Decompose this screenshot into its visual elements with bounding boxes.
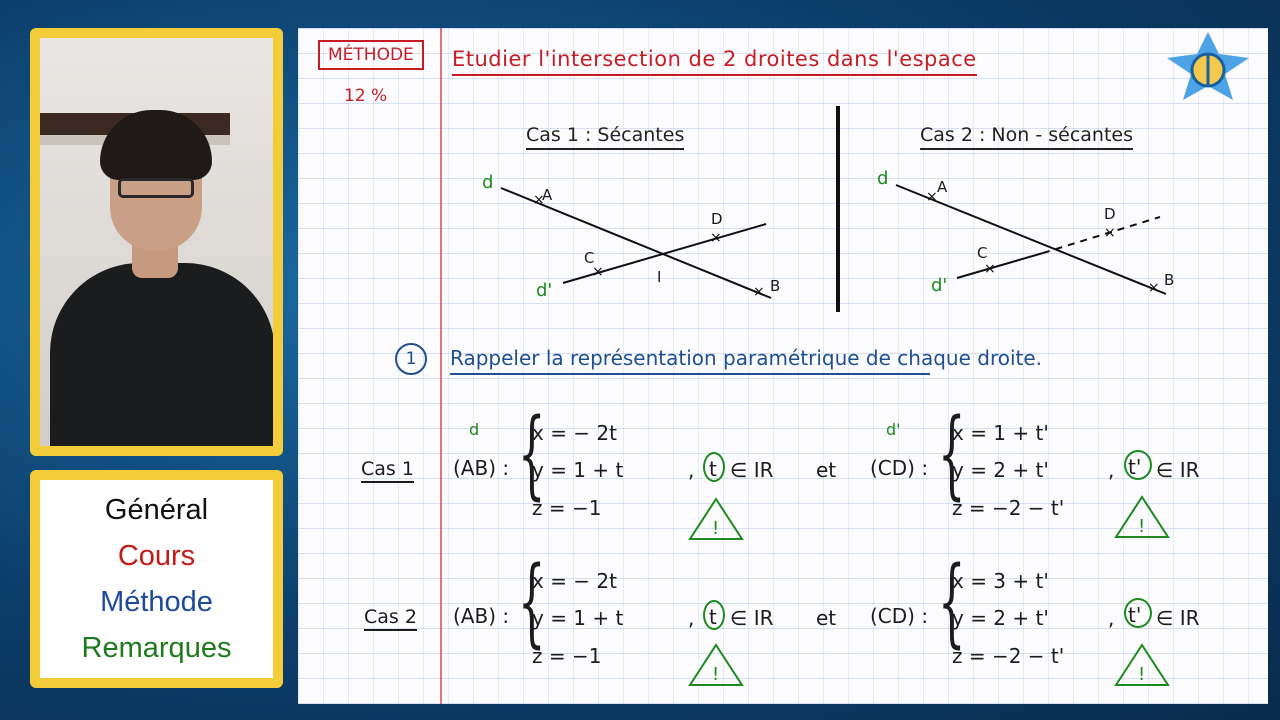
menu-item-methode[interactable]: Méthode — [100, 586, 213, 618]
row1-right-domain: ∈ IR — [1156, 458, 1200, 482]
row2-left-brace: { — [518, 546, 546, 658]
row1-case-label: Cas 1 — [361, 458, 414, 483]
svg-text:!: ! — [712, 664, 720, 685]
step-underline — [450, 373, 930, 375]
cross-B: × — [753, 284, 765, 300]
row1-and: et — [816, 458, 837, 482]
label-d: d — [482, 172, 494, 193]
section-menu — [30, 470, 283, 688]
row1-left-domain: ∈ IR — [730, 458, 774, 482]
cross-B2: × — [1148, 280, 1160, 296]
row2-left-domain: ∈ IR — [730, 606, 774, 630]
row1-right-tag: d' — [886, 420, 901, 439]
channel-logo — [1163, 30, 1253, 102]
row2-right-brace: { — [938, 546, 966, 658]
svg-text:!: ! — [1138, 664, 1146, 685]
row1-left-line3: z = −1 — [532, 496, 602, 520]
webcam-video — [40, 38, 273, 446]
label-d-case2: d — [877, 168, 889, 189]
row2-right-line1: x = 3 + t' — [952, 569, 1049, 593]
row1-left-name: (AB) : — [453, 456, 510, 480]
percent-label: 12 % — [344, 86, 388, 106]
row1-right-brace: { — [938, 398, 966, 510]
label-A: A — [542, 186, 553, 204]
row1-left-brace: { — [518, 398, 546, 510]
label-A2: A — [937, 178, 948, 196]
row2-left-warning-icon — [687, 642, 745, 688]
row2-left-line3: z = −1 — [532, 644, 602, 668]
label-dprime: d' — [536, 280, 553, 301]
row1-right-name: (CD) : — [870, 456, 929, 480]
step-instruction: Rappeler la représentation paramétrique de chaque droite. — [450, 346, 1043, 370]
label-C: C — [584, 249, 595, 267]
line-dprime-dashed — [1043, 217, 1160, 253]
cross-D: × — [710, 230, 722, 246]
page-title: Etudier l'intersection de 2 droites dans l'espace — [452, 47, 977, 76]
row1-right-warning-icon — [1113, 494, 1171, 540]
webcam-frame — [30, 28, 283, 456]
row1-right-line3: z = −2 − t' — [952, 496, 1065, 520]
case1-title: Cas 1 : Sécantes — [526, 124, 684, 150]
notebook-page: MÉTHODE 12 % Etudier l'intersection de 2 droites dans l'espace Cas 1 : Sécantes Cas 2 : Non - sécantes × × × × × × × × d d' A B C D I d d' A B C D 1 Rappeler la représentation paramétrique de chaque droite. Cas 1 d (AB) : { x = − 2t y = 1 + t z = −1 , t ∈ IR ! et d' (CD) : { x = 1 + t' y = 2 + t' z = −2 − t' , t' ∈ IR ! Cas 2 (AB) : { x = − 2t y = 1 + t z = −1 , t ∈ IR ! et (CD) : { x = 3 + t' y = 2 + t' z = −2 − t' , t' ∈ IR ! — [298, 28, 1268, 704]
cross-A2: × — [926, 189, 938, 205]
row1-left-tag: d — [469, 420, 480, 439]
label-D: D — [711, 210, 723, 228]
row1-right-param: t' — [1128, 455, 1142, 479]
cross-C: × — [592, 264, 604, 280]
row1-right-line1: x = 1 + t' — [952, 421, 1049, 445]
row2-right-warning-icon — [1113, 642, 1171, 688]
row2-case-label: Cas 2 — [364, 606, 417, 631]
row2-right-param: t' — [1128, 603, 1142, 627]
row1-left-param: t — [709, 457, 717, 481]
row2-and: et — [816, 606, 837, 630]
case2-title: Cas 2 : Non - sécantes — [920, 124, 1133, 150]
label-B2: B — [1164, 271, 1175, 289]
label-B: B — [770, 277, 781, 295]
row1-right-line2: y = 2 + t' — [952, 458, 1049, 482]
svg-text:!: ! — [1138, 516, 1146, 537]
methode-tag: MÉTHODE — [318, 40, 424, 70]
cross-A: × — [533, 192, 545, 208]
menu-item-remarques[interactable]: Remarques — [81, 632, 232, 664]
row2-right-name: (CD) : — [870, 604, 929, 628]
menu-item-general[interactable]: Général — [104, 494, 209, 526]
label-C2: C — [977, 244, 988, 262]
cross-D2: × — [1104, 225, 1116, 241]
diagram-case1 — [298, 28, 1268, 328]
menu-item-cours[interactable]: Cours — [117, 540, 196, 572]
line-dprime-solid — [957, 253, 1043, 278]
row1-left-line1: x = − 2t — [532, 421, 617, 445]
step-number: 1 — [395, 343, 427, 375]
label-D2: D — [1104, 205, 1116, 223]
label-I: I — [657, 268, 662, 286]
row2-right-line2: y = 2 + t' — [952, 606, 1049, 630]
row2-right-line3: z = −2 − t' — [952, 644, 1065, 668]
cross-C2: × — [984, 261, 996, 277]
row2-left-name: (AB) : — [453, 604, 510, 628]
glasses — [118, 178, 194, 198]
row1-left-line2: y = 1 + t — [532, 458, 624, 482]
svg-text:!: ! — [712, 518, 720, 539]
row2-left-line2: y = 1 + t — [532, 606, 624, 630]
label-dprime-case2: d' — [931, 275, 948, 296]
row2-left-line1: x = − 2t — [532, 569, 617, 593]
row2-right-domain: ∈ IR — [1156, 606, 1200, 630]
row1-left-warning-icon — [687, 496, 745, 542]
presenter-body — [50, 263, 273, 446]
row2-left-param: t — [709, 605, 717, 629]
